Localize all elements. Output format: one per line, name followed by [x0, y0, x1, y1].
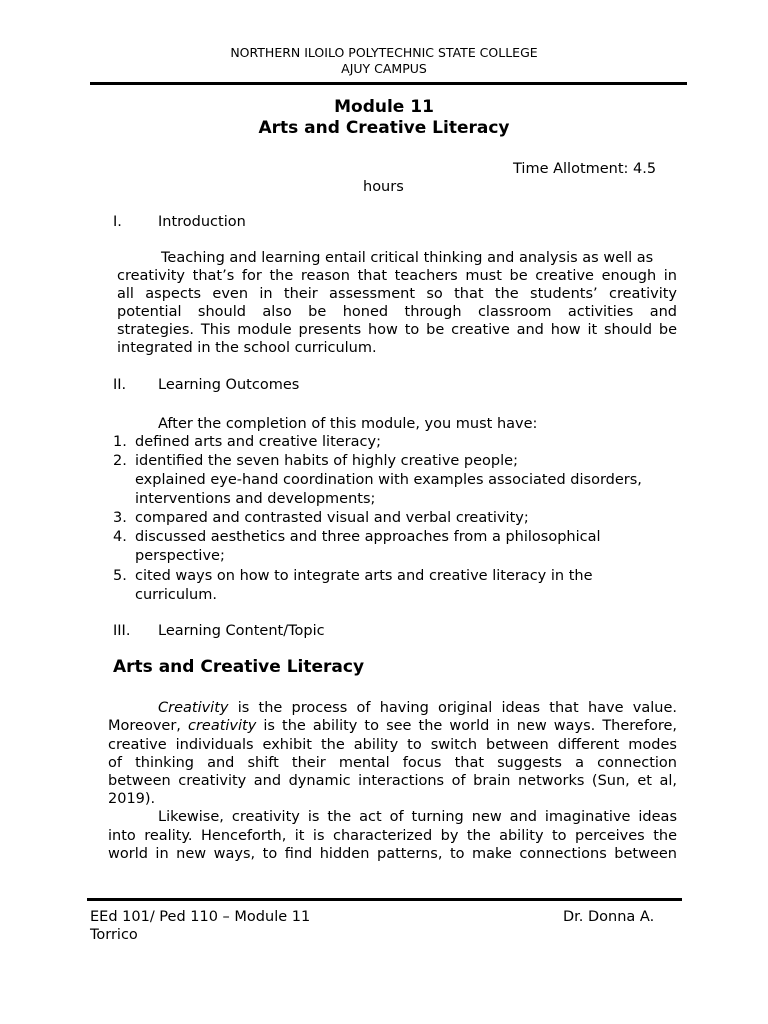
outcome-item [113, 586, 217, 604]
body-p2-line-1: Likewise, creativity is the act of turning new and imaginative ideas [158, 809, 677, 825]
module-number: Module 11 [334, 97, 434, 117]
outcome-item [113, 433, 381, 451]
time-allotment: Time Allotment: 4.5 [513, 161, 657, 177]
outcome-number: 2. [113, 453, 127, 469]
outcome-number: 5. [113, 568, 127, 584]
body-p1-line-3: creative individuals exhibit the ability to switch between different modes [108, 737, 677, 753]
outcome-text: discussed aesthetics and three approaches from a philosophical [135, 529, 601, 545]
header-rule [90, 82, 687, 85]
outcome-text: explained eye-hand coordination with examples associated disorders, [135, 472, 642, 488]
body-p1-line-2 [108, 717, 677, 735]
footer-author: Dr. Donna A. [563, 909, 655, 925]
intro-line-3: all aspects even in their assessment so that the students’ creativity [117, 286, 677, 302]
body-p1-line-1 [158, 699, 677, 717]
body-p2-line-3: world in new ways, to find hidden patterns, to make connections between [108, 846, 677, 862]
outcome-number: 3. [113, 510, 127, 526]
body-text: Moreover, [108, 718, 188, 734]
module-title: Arts and Creative Literacy [258, 118, 510, 138]
body-p1-line-6: 2019). [108, 791, 156, 807]
intro-line-6: integrated in the school curriculum. [117, 340, 377, 356]
section-1-roman: I. [113, 214, 122, 230]
intro-line-4: potential should also be honed through classroom activities and [117, 304, 677, 320]
outcome-item [113, 490, 375, 508]
outcome-text: identified the seven habits of highly creative people; [135, 453, 518, 469]
outcome-text: perspective; [135, 548, 225, 564]
intro-line-1: Teaching and learning entail critical thinking and analysis as well as [161, 250, 654, 266]
outcome-item [113, 471, 642, 489]
body-p1-line-5: between creativity and dynamic interactions of brain networks (Sun, et al, [108, 773, 677, 789]
outcome-item [113, 547, 225, 565]
section-2-heading: Learning Outcomes [158, 377, 300, 393]
topic-title: Arts and Creative Literacy [113, 657, 365, 677]
outcome-text: defined arts and creative literacy; [135, 434, 381, 450]
time-allotment-unit: hours [363, 179, 404, 195]
footer-rule [87, 898, 682, 901]
intro-line-2: creativity that’s for the reason that teachers must be creative enough in [117, 268, 677, 284]
outcome-text: cited ways on how to integrate arts and creative literacy in the [135, 568, 593, 584]
footer-course: EEd 101/ Ped 110 – Module 11 [90, 909, 311, 925]
outcome-number: 1. [113, 434, 127, 450]
institution-name: NORTHERN ILOILO POLYTECHNIC STATE COLLEGE [230, 45, 538, 60]
outcome-text: compared and contrasted visual and verbal creativity; [135, 510, 529, 526]
footer-author-surname: Torrico [90, 927, 138, 943]
outcome-item [113, 452, 518, 470]
outcome-text: curriculum. [135, 587, 217, 603]
body-p2-line-2: into reality. Henceforth, it is characterized by the ability to perceives the [108, 828, 677, 844]
outcome-number: 4. [113, 529, 127, 545]
creativity-term: creativity [187, 718, 257, 734]
creativity-term: Creativity [158, 700, 229, 716]
outcomes-lead: After the completion of this module, you must have: [158, 416, 538, 432]
outcome-item [113, 509, 529, 527]
body-text: is the ability to see the world in new ways. Therefore, [256, 718, 677, 734]
section-3-heading: Learning Content/Topic [158, 623, 325, 639]
section-3-roman: III. [113, 623, 131, 639]
outcome-text: interventions and developments; [135, 491, 376, 507]
body-text: is the process of having original ideas that have value. [228, 700, 677, 716]
section-1-heading: Introduction [158, 214, 246, 230]
body-p1-line-4: of thinking and shift their mental focus that suggests a connection [108, 755, 677, 771]
intro-line-5: strategies. This module presents how to be creative and how it should be [117, 322, 677, 338]
section-2-roman: II. [113, 377, 127, 393]
campus-name: AJUY CAMPUS [341, 61, 427, 76]
outcome-item [113, 528, 601, 546]
outcome-item [113, 567, 593, 585]
